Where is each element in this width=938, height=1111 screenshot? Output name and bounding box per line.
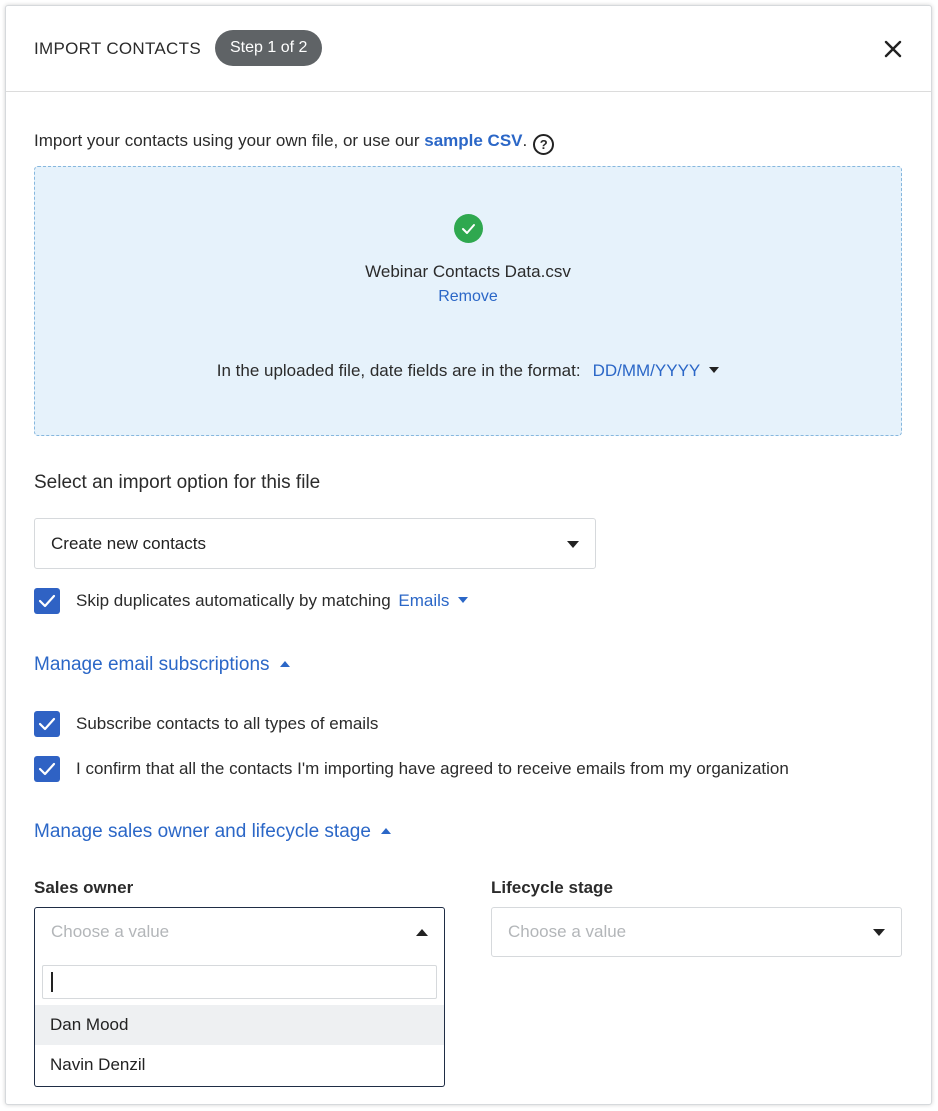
chevron-up-icon <box>416 929 428 936</box>
intro-text <box>34 131 554 155</box>
skip-duplicates-row <box>76 591 468 611</box>
remove-file-link[interactable]: Remove <box>438 288 498 305</box>
lifecycle-stage-select[interactable] <box>491 907 902 957</box>
subscribe-all-label: Subscribe contacts to all types of emails <box>76 714 379 733</box>
lifecycle-stage-label: Lifecycle stage <box>491 878 613 897</box>
chevron-down-icon <box>458 597 468 603</box>
sample-csv-link[interactable]: sample CSV <box>424 131 523 150</box>
chevron-up-icon <box>280 661 290 667</box>
date-format-label: In the uploaded file, date fields are in the format: <box>216 361 581 380</box>
step-badge: Step 1 of 2 <box>215 30 322 66</box>
close-icon[interactable] <box>882 38 904 60</box>
confirm-consent-checkbox[interactable] <box>34 756 60 782</box>
dropdown-search-input[interactable] <box>42 965 437 999</box>
dropdown-option[interactable]: Navin Denzil <box>50 1055 146 1074</box>
skip-duplicates-label: Skip duplicates automatically by matching <box>76 591 391 610</box>
date-format-value: DD/MM/YYYY <box>592 361 701 380</box>
import-contacts-modal <box>5 5 932 1105</box>
help-icon[interactable]: ? <box>533 134 554 155</box>
date-format-dropdown[interactable] <box>593 361 720 380</box>
import-option-select[interactable] <box>34 518 596 569</box>
intro-suffix: . <box>522 131 528 150</box>
date-format-row <box>35 361 901 381</box>
email-subscriptions-title: Manage email subscriptions <box>34 654 270 675</box>
sales-owner-select[interactable] <box>34 907 445 957</box>
remove-row <box>35 288 901 306</box>
chevron-down-icon <box>567 541 579 548</box>
import-option-value: Create new contacts <box>51 534 206 553</box>
chevron-down-icon <box>709 367 719 373</box>
sales-lifecycle-toggle[interactable] <box>34 821 391 843</box>
chevron-up-icon <box>381 828 391 834</box>
dropdown-option[interactable]: Dan Mood <box>35 1005 444 1045</box>
sales-owner-dropdown <box>34 956 445 1087</box>
uploaded-filename: Webinar Contacts Data.csv <box>365 262 571 281</box>
modal-header <box>6 6 931 92</box>
confirm-consent-label: I confirm that all the contacts I'm importing have agreed to receive emails from my organization <box>76 759 789 778</box>
skip-duplicates-checkbox[interactable] <box>34 588 60 614</box>
intro-text-label: Import your contacts using your own file, or use our <box>34 131 425 150</box>
chevron-down-icon <box>873 929 885 936</box>
sales-owner-label: Sales owner <box>34 878 134 897</box>
subscribe-all-checkbox[interactable] <box>34 711 60 737</box>
match-field-value: Emails <box>398 591 450 610</box>
modal-title: IMPORT CONTACTS <box>34 39 201 58</box>
text-cursor <box>51 972 53 992</box>
email-subscriptions-toggle[interactable] <box>34 654 290 676</box>
lifecycle-stage-placeholder: Choose a value <box>508 922 627 941</box>
match-field-dropdown[interactable] <box>398 591 468 610</box>
success-check-icon <box>454 214 483 243</box>
sales-lifecycle-title: Manage sales owner and lifecycle stage <box>34 821 371 842</box>
import-option-label: Select an import option for this file <box>34 472 321 493</box>
sales-owner-placeholder: Choose a value <box>51 922 170 941</box>
file-dropzone[interactable] <box>34 166 902 436</box>
